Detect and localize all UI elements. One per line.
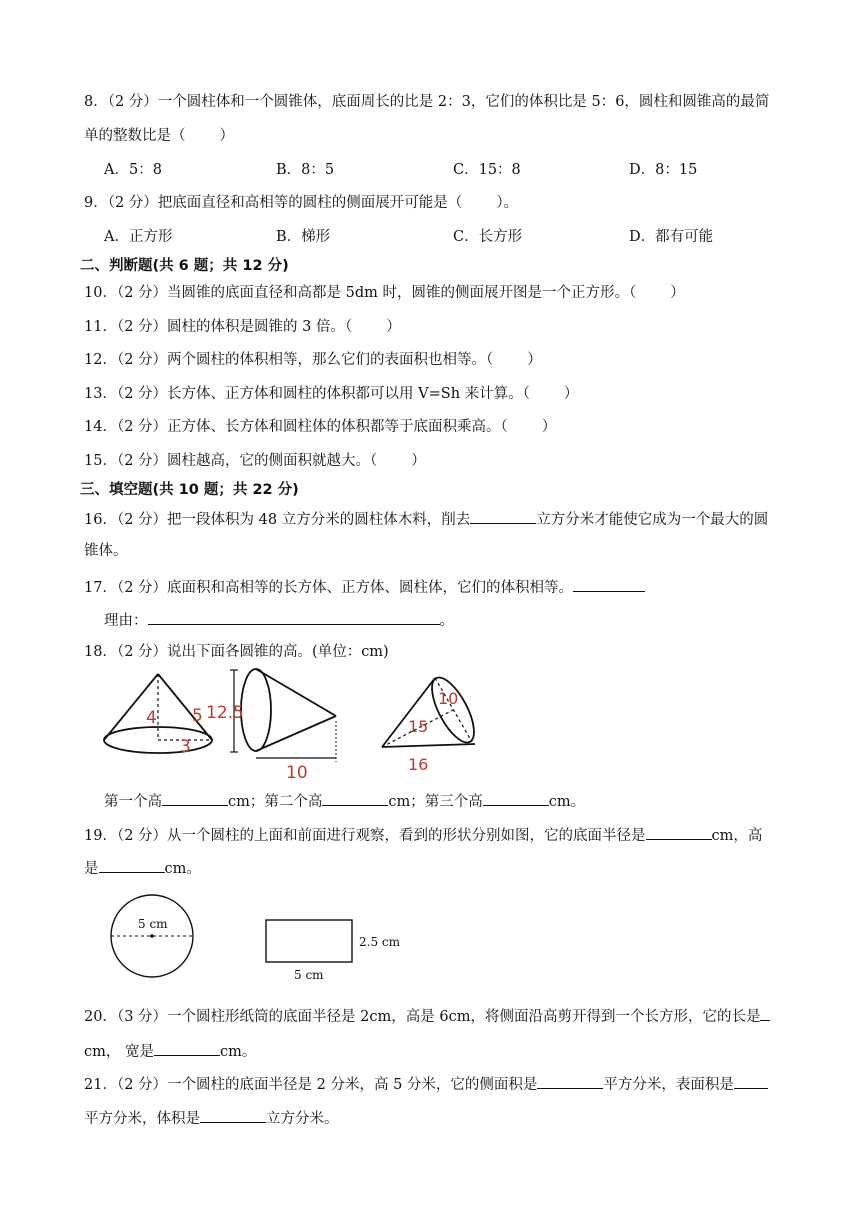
front-view-rect xyxy=(266,920,352,962)
q18-cone-figures xyxy=(100,666,490,784)
q21-stem-cont: 平方分米，表面积是 xyxy=(603,1077,734,1093)
q8-stem: 单的整数比是（ xyxy=(84,128,186,144)
q18-label-2: cm；第二个高 xyxy=(228,794,323,810)
q14-stem: 14．（2 分）正方体、长方体和圆柱体的体积都等于底面积乘高。（ xyxy=(84,419,508,435)
q11-stem: 11．（2 分）圆柱的体积是圆锥的 3 倍。（ xyxy=(84,319,353,335)
q17-end: 。 xyxy=(439,613,454,629)
q18-answer-line xyxy=(104,790,585,812)
q8-option-d[interactable]: D．8：15 xyxy=(629,162,698,178)
q20-stem: 20．（3 分）一个圆柱形纸筒的底面半径是 2cm，高是 6cm，将侧面沿高剪开得到一个长方形，它的长是 xyxy=(84,1009,761,1025)
q15-line xyxy=(84,451,426,471)
q17-line2 xyxy=(104,609,454,631)
q9-line xyxy=(84,193,518,213)
section-title-judge: 二、判断题(共 6 题；共 12 分) xyxy=(80,258,289,274)
q17-answer-blank[interactable] xyxy=(573,576,645,592)
q11-paren-close: ） xyxy=(386,319,401,335)
cone1-slant-label: 5 xyxy=(192,706,203,726)
cone-2 xyxy=(230,669,336,762)
q9-option-a[interactable]: A．正方形 xyxy=(104,229,173,245)
q21-unit: 立方分米。 xyxy=(266,1111,339,1127)
q8-line1: 8．（2 分）一个圆柱体和一个圆锥体，底面周长的比是 2：3，它们的体积比是 5：6，圆柱和圆锥高的最简 xyxy=(84,94,770,110)
q8-option-a[interactable]: A．5：8 xyxy=(104,162,162,178)
q18-label-1: 第一个高 xyxy=(104,794,162,810)
q8-paren-close: ） xyxy=(219,128,234,144)
q12-stem: 12．（2 分）两个圆柱的体积相等，那么它们的表面积也相等。（ xyxy=(84,352,494,368)
q19-radius-blank[interactable] xyxy=(646,824,712,840)
q16-stem-cont: 立方分米才能使它成为一个最大的圆 xyxy=(536,512,769,528)
q20-width-blank[interactable] xyxy=(154,1040,220,1056)
q16-line2: 锥体。 xyxy=(84,543,128,559)
rect-width-label: 5 cm xyxy=(294,968,324,982)
q18-blank-1[interactable] xyxy=(162,790,228,806)
q9-option-d[interactable]: D．都有可能 xyxy=(629,229,714,245)
q18-line: 18．（2 分）说出下面各圆锥的高。(单位：cm) xyxy=(84,644,389,660)
cone3-slant-label: 16 xyxy=(408,755,429,774)
section-title-fill: 三、填空题(共 10 题；共 22 分) xyxy=(80,482,299,498)
q20-line1 xyxy=(84,1005,770,1027)
q9-paren-close: ）。 xyxy=(496,195,519,211)
q17-reason-blank[interactable] xyxy=(148,609,440,625)
cone3-height-label: 15 xyxy=(408,717,429,736)
q16-answer-blank[interactable] xyxy=(470,508,536,524)
q18-label-4: cm。 xyxy=(548,794,586,810)
q21-lateral-blank[interactable] xyxy=(537,1073,603,1089)
q12-line xyxy=(84,350,542,370)
q18-label-3: cm；第三个高 xyxy=(388,794,483,810)
q13-paren-close: ） xyxy=(563,386,579,402)
q14-paren-close: ） xyxy=(541,419,557,435)
q8-line2 xyxy=(84,126,234,146)
q19-shi: 是 xyxy=(84,861,99,877)
q15-paren-close: ） xyxy=(411,453,426,469)
q21-volume-label: 平方分米，体积是 xyxy=(84,1111,200,1127)
q10-paren-close: ） xyxy=(670,285,685,301)
circle-diameter-label: 5 cm xyxy=(138,917,168,931)
q19-stem-cont: cm，高 xyxy=(711,828,763,844)
q19-line2 xyxy=(84,857,201,879)
cone2-height-label: 10 xyxy=(286,763,308,783)
q19-line1 xyxy=(84,824,762,846)
cone1-radius-label: 3 xyxy=(180,737,191,757)
q9-option-b[interactable]: B．梯形 xyxy=(276,229,331,245)
cone2-diameter-label: 12.5 xyxy=(206,703,244,723)
q21-line2 xyxy=(84,1107,339,1129)
q15-stem: 15．（2 分）圆柱越高，它的侧面积就越大。（ xyxy=(84,453,378,469)
q21-surface-blank[interactable] xyxy=(734,1073,768,1089)
q19-unit: cm。 xyxy=(164,861,201,877)
q19-stem: 19．（2 分）从一个圆柱的上面和前面进行观察，看到的形状分别如图，它的底面半径是 xyxy=(84,828,646,844)
q9-stem: 9．（2 分）把底面直径和高相等的圆柱的侧面展开可能是（ xyxy=(84,195,463,211)
q12-paren-close: ） xyxy=(527,352,542,368)
q21-stem: 21．（2 分）一个圆柱的底面半径是 2 分米，高 5 分米，它的侧面积是 xyxy=(84,1077,538,1093)
q20-line2 xyxy=(84,1040,256,1062)
circle-center-dot xyxy=(150,934,154,938)
q14-line xyxy=(84,417,556,437)
q17-stem: 17．（2 分）底面积和高相等的长方体、正方体、圆柱体，它们的体积相等。 xyxy=(84,580,574,596)
cone1-height-label: 4 xyxy=(146,708,157,728)
cone3-diameter-label: 10 xyxy=(438,689,459,708)
q18-blank-3[interactable] xyxy=(483,790,549,806)
q10-line xyxy=(84,283,685,303)
rect-height-label: 2.5 cm xyxy=(359,935,400,949)
q19-views-figure xyxy=(108,894,418,986)
q21-line1 xyxy=(84,1073,768,1095)
q19-height-blank[interactable] xyxy=(99,857,165,873)
q11-line xyxy=(84,317,401,337)
q8-option-c[interactable]: C．15：8 xyxy=(453,162,521,178)
q18-blank-2[interactable] xyxy=(322,790,388,806)
q17-reason-label: 理由： xyxy=(104,613,148,629)
q8-option-b[interactable]: B．8：5 xyxy=(276,162,335,178)
q13-stem: 13．（2 分）长方体、正方体和圆柱的体积都可以用 V=Sh 来计算。（ xyxy=(84,386,530,402)
q20-length-blank[interactable] xyxy=(760,1005,770,1021)
q16-line1 xyxy=(84,508,768,530)
q13-line xyxy=(84,384,578,404)
q20-width-label: cm， 宽是 xyxy=(84,1044,154,1060)
q9-option-c[interactable]: C．长方形 xyxy=(453,229,523,245)
q16-stem: 16．（2 分）把一段体积为 48 立方分米的圆柱体木料，削去 xyxy=(84,512,471,528)
q20-unit: cm。 xyxy=(219,1044,257,1060)
cone-3 xyxy=(382,672,482,749)
q21-volume-blank[interactable] xyxy=(200,1107,266,1123)
q10-stem: 10．（2 分）当圆锥的底面直径和高都是 5dm 时，圆锥的侧面展开图是一个正方形。（ xyxy=(84,285,637,301)
q17-line1 xyxy=(84,576,645,598)
